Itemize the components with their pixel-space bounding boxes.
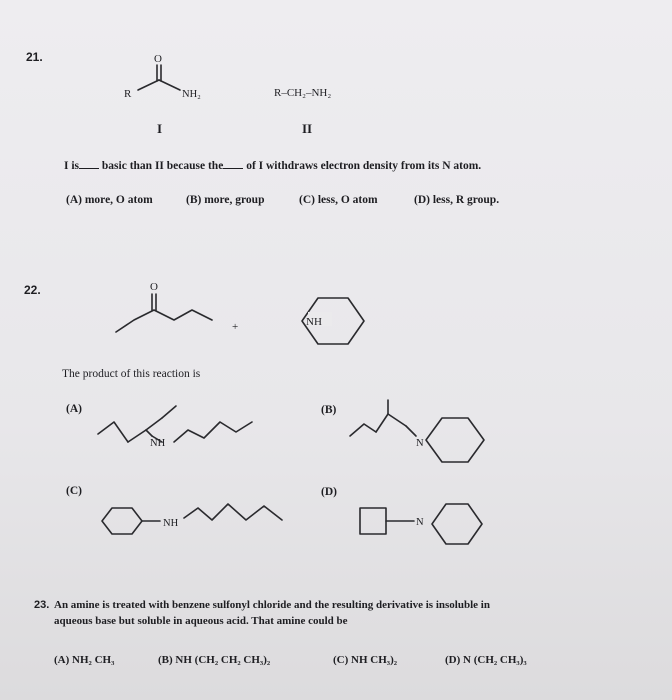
q23-choice-d[interactable]: (D) N (CH₂ CH₃)₃ <box>445 654 527 666</box>
q21-choice-d[interactable]: (D) less, R group. <box>414 194 500 206</box>
sentence-part-2: basic than II because the <box>101 160 224 172</box>
option-a-nh-label: NH <box>150 438 166 449</box>
option-d-n-label: N <box>416 517 424 528</box>
piperidine-nh-label: NH <box>306 316 322 328</box>
option-b-n-label: N <box>416 438 424 449</box>
answer-blank-1[interactable] <box>79 160 99 169</box>
option-c-nh-label: NH <box>163 518 179 529</box>
plus-sign: + <box>232 321 239 333</box>
label-roman-I: I <box>157 121 163 136</box>
q22-option-c-label[interactable]: (C) <box>66 485 82 497</box>
sentence-part-3: of I withdraws electron density from its N atom. <box>246 160 482 172</box>
amide-nh2-label: NH₂ <box>182 89 201 100</box>
sentence-part-1: I is <box>64 160 80 172</box>
label-roman-II: II <box>302 121 313 136</box>
question-23-line-2: aqueous base but soluble in aqueous acid. That amine could be <box>54 615 348 627</box>
question-21-number: 21. <box>26 50 43 64</box>
q22-option-a-label[interactable]: (A) <box>66 403 82 415</box>
q21-choice-a[interactable]: (A) more, O atom <box>66 194 153 206</box>
q22-option-b-label[interactable]: (B) <box>321 404 337 416</box>
option-d-structure[interactable] <box>358 494 498 554</box>
q23-choice-b[interactable]: (B) NH (CH₂ CH₂ CH₃)₂ <box>158 654 271 666</box>
amine-formula-II: R–CH₂–NH₂ <box>274 87 332 99</box>
q21-choice-b[interactable]: (B) more, group <box>186 194 265 206</box>
answer-blank-2[interactable] <box>223 160 243 169</box>
amide-r-label: R <box>124 88 132 100</box>
q23-choice-a[interactable]: (A) NH₂ CH₃ <box>54 654 115 666</box>
ketone-structure <box>112 276 262 336</box>
question-22-number: 22. <box>24 283 41 297</box>
piperidine-structure <box>296 290 376 352</box>
q22-option-d-label[interactable]: (D) <box>321 486 337 498</box>
q23-choice-c[interactable]: (C) NH CH₃)₂ <box>333 654 398 666</box>
amide-structure-I <box>110 48 220 104</box>
question-21-sentence <box>64 160 481 172</box>
ketone-o-label: O <box>150 281 158 293</box>
option-c-structure[interactable] <box>100 494 300 544</box>
question-22-prompt: The product of this reaction is <box>62 368 201 380</box>
option-b-structure[interactable] <box>344 388 504 474</box>
option-a-structure[interactable] <box>96 392 276 454</box>
q21-choice-c[interactable]: (C) less, O atom <box>299 194 378 206</box>
amide-o-label: O <box>154 53 162 65</box>
question-23-line-1: An amine is treated with benzene sulfonyl chloride and the resulting derivative is insoluble in <box>54 599 490 611</box>
question-23-number: 23. <box>34 599 50 611</box>
